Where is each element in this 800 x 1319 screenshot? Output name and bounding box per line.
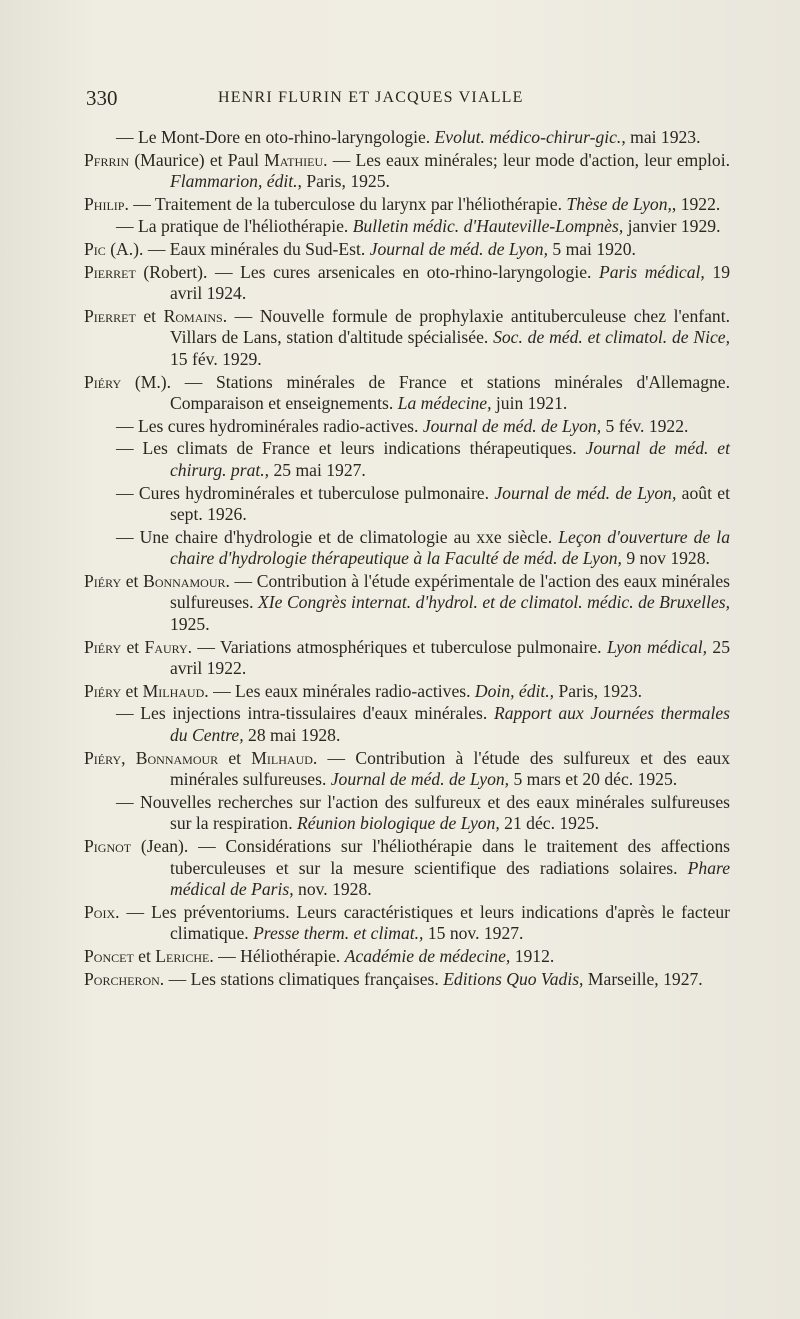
bibliography-entry: — Nouvelles recherches sur l'action des sulfureux et des eaux minérales sulfureuses sur la respiration. Réunion biologique de Lyon, 21 déc. 1925. (116, 791, 730, 834)
bibliography-list (84, 127, 730, 991)
bibliography-entry: Pfrrin (Maurice) et Paul Mathieu. — Les eaux minérales; leur mode d'action, leur emploi. Flammarion, édit., Paris, 1925. (84, 149, 730, 192)
bibliography-entry: Philip. — Traitement de la tuberculose du larynx par l'héliothérapie. Thèse de Lyon,, 1922. (84, 193, 721, 214)
bibliography-entry: Pignot (Jean). — Considérations sur l'héliothérapie dans le traitement des affections tuberculeuses et sur la mesure scientifique des radiations solaires. Phare médical de Paris, nov. 1928. (84, 836, 730, 900)
bibliography-entry: Poncet et Leriche. — Héliothérapie. Académie de médecine, 1912. (84, 945, 555, 966)
bibliography-entry: Pierret (Robert). — Les cures arsenicales en oto-rhino-laryngologie. Paris médical, 19 avril 1924. (84, 261, 730, 304)
running-title: HENRI FLURIN ET JACQUES VIALLE (218, 89, 524, 106)
bibliography-entry: Piéry, Bonnamour et Milhaud. — Contribution à l'étude des sulfureux et des eaux minérales sulfureuses. Journal de méd. de Lyon, 5 mars et 20 déc. 1925. (84, 747, 730, 790)
bibliography-entry: — Une chaire d'hydrologie et de climatologie au xxe siècle. Leçon d'ouverture de la chaire d'hydrologie thérapeutique à la Faculté de méd. de Lyon, 9 nov 1928. (116, 526, 730, 569)
bibliography-entry: Pic (A.). — Eaux minérales du Sud-Est. Journal de méd. de Lyon, 5 mai 1920. (84, 238, 636, 259)
bibliography-entry: — Le Mont-Dore en oto-rhino-laryngologie. Evolut. médico-chirur-gic., mai 1923. (116, 127, 701, 147)
bibliography-entry: Pierret et Romains. — Nouvelle formule de prophylaxie antituberculeuse chez l'enfant. Villars de Lans, station d'altitude spécialisée. Soc. de méd. et climatol. de Nice, 15 fév. 1929. (84, 305, 730, 369)
bibliography-entry: — Les climats de France et leurs indications thérapeutiques. Journal de méd. et chirurg. prat., 25 mai 1927. (116, 438, 730, 480)
bibliography-entry: Piéry et Milhaud. — Les eaux minérales radio-actives. Doin, édit., Paris, 1923. (84, 680, 643, 701)
bibliography-entry: Piéry et Faury. — Variations atmosphériques et tuberculose pulmonaire. Lyon médical, 25 avril 1922. (84, 636, 731, 679)
bibliography-entry: — Les injections intra-tissulaires d'eaux minérales. Rapport aux Journées thermales du Centre, 28 mai 1928. (116, 703, 730, 746)
bibliography-entry: Poix. — Les préventoriums. Leurs caractéristiques et leurs indications d'après le facteur climatique. Presse therm. et climat., 15 nov. 1927. (84, 901, 730, 944)
page-number: 330 (86, 86, 118, 110)
bibliography-entry: — La pratique de l'héliothérapie. Bulletin médic. d'Hauteville-Lompnès, janvier 1929. (116, 216, 721, 237)
bibliography-entry: — Les cures hydrominérales radio-actives. Journal de méd. de Lyon, 5 fév. 1922. (116, 415, 689, 436)
bibliography-entry: Piéry et Bonnamour. — Contribution à l'étude expérimentale de l'action des eaux minérales sulfureuses. XIe Congrès internat. d'hydrol. et de climatol. médic. de Bruxelles, 1925. (84, 570, 730, 635)
bibliography-entry: — Cures hydrominérales et tuberculose pulmonaire. Journal de méd. de Lyon, août et sept. 1926. (116, 482, 730, 525)
page-header (86, 86, 726, 110)
bibliography-entry: Porcheron. — Les stations climatiques françaises. Editions Quo Vadis, Marseille, 1927. (84, 968, 703, 989)
bibliography-entry: Piéry (M.). — Stations minérales de France et stations minérales d'Allemagne. Comparaison et enseignements. La médecine, juin 1921. (84, 371, 730, 414)
